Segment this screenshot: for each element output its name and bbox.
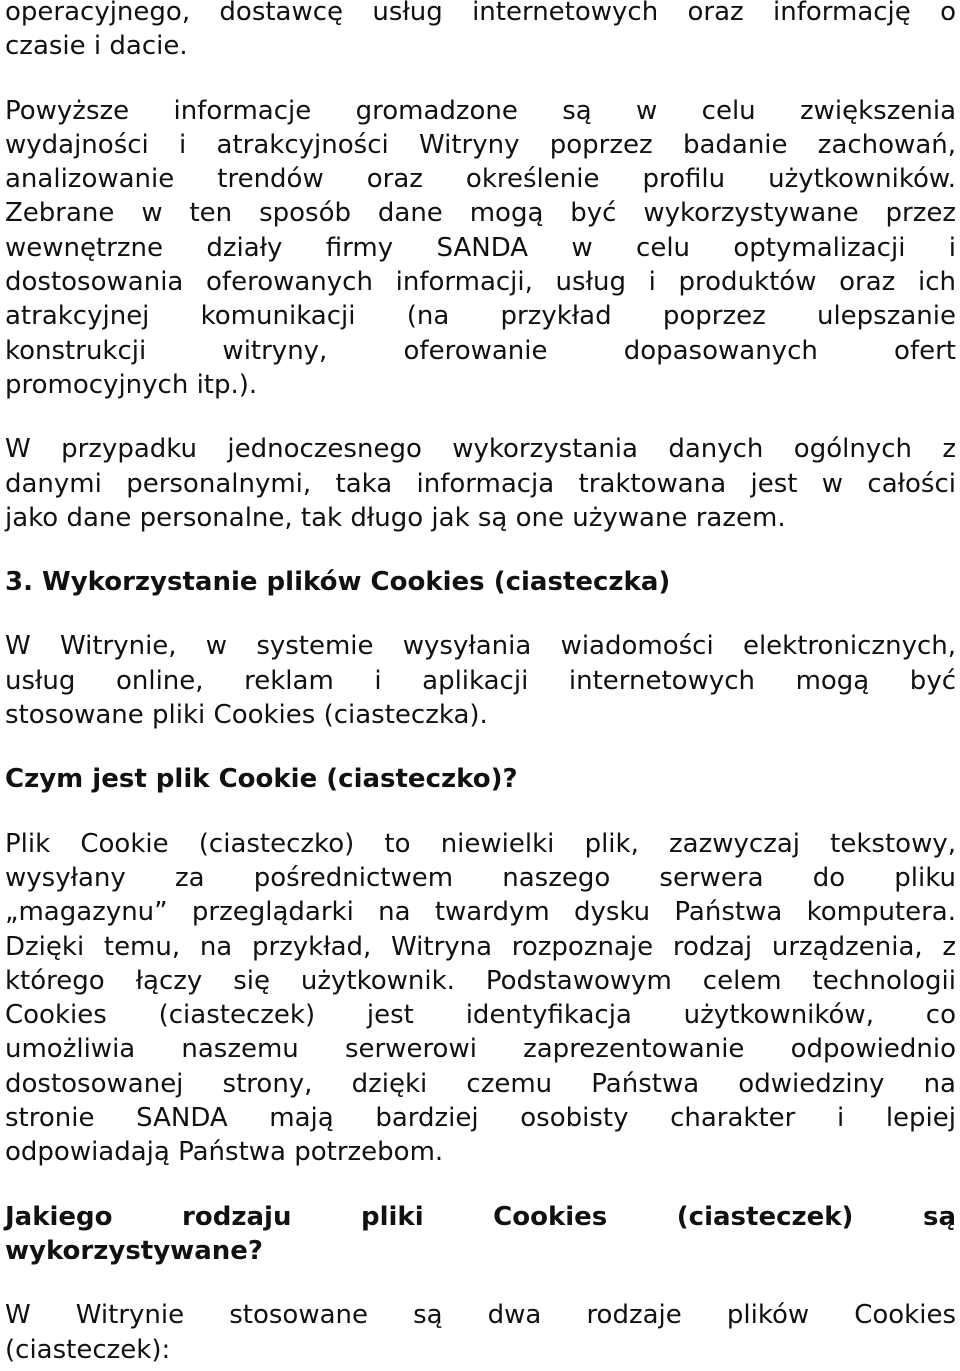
- paragraph-information-purpose: [5, 94, 956, 403]
- text-line: dostosowania oferowanych informacji, usług i produktów oraz ich: [5, 267, 956, 298]
- text-line: operacyjnego, dostawcę usług internetowych oraz informację o: [5, 0, 956, 27]
- text-line: Cookies (ciasteczek) jest identyfikacja użytkowników, co: [5, 1000, 956, 1031]
- text-line: odpowiadają Państwa potrzebom.: [5, 1137, 444, 1168]
- text-line: W przypadku jednoczesnego wykorzystania danych ogólnych z: [5, 434, 956, 465]
- text-line: Dzięki temu, na przykład, Witryna rozpoznaje rodzaj urządzenia, z: [5, 931, 956, 962]
- text-line: wydajności i atrakcyjności Witryny poprzez badanie zachowań,: [5, 129, 956, 160]
- text-line: (ciasteczek):: [5, 1334, 171, 1365]
- paragraph-combined-data: [5, 432, 956, 535]
- text-line: wewnętrzne działy firmy SANDA w celu optymalizacji i: [5, 232, 956, 263]
- text-line: promocyjnych itp.).: [5, 369, 258, 400]
- text-line: Powyższe informacje gromadzone są w celu zwiększenia: [5, 95, 956, 126]
- paragraph-spacer: [5, 64, 956, 94]
- paragraph-spacer: [5, 797, 956, 827]
- heading-line: Jakiego rodzaju pliki Cookies (ciasteczek) są: [5, 1201, 956, 1232]
- paragraph-intro-continuation: [5, 0, 956, 64]
- subheading-what-is-cookie: Czym jest plik Cookie (ciasteczko)?: [5, 764, 518, 795]
- text-line: Zebrane w ten sposób dane mogą być wykorzystywane przez: [5, 198, 956, 229]
- text-line: stronie SANDA mają bardziej osobisty charakter i lepiej: [5, 1103, 956, 1134]
- subheading-cookie-types: [5, 1200, 956, 1269]
- paragraph-spacer: [5, 1170, 956, 1200]
- text-line: atrakcyjnej komunikacji (na przykład poprzez ulepszanie: [5, 301, 956, 332]
- paragraph-spacer: [5, 599, 956, 629]
- text-line: analizowanie trendów oraz określenie profilu użytkowników.: [5, 164, 956, 195]
- text-line: „magazynu” przeglądarki na twardym dysku Państwa komputera.: [5, 897, 956, 928]
- paragraph-cookie-definition: [5, 827, 956, 1170]
- text-line: usług online, reklam i aplikacji internetowych mogą być: [5, 665, 956, 696]
- text-line: dostosowanej strony, dzięki czemu Państwa odwiedziny na: [5, 1068, 956, 1099]
- text-line: umożliwia naszemu serwerowi zaprezentowanie odpowiednio: [5, 1034, 956, 1065]
- section-heading-cookies: 3. Wykorzystanie plików Cookies (ciasteczka): [5, 567, 671, 598]
- paragraph-cookies-usage: [5, 629, 956, 732]
- text-line: W Witrynie, w systemie wysyłania wiadomości elektronicznych,: [5, 631, 956, 662]
- text-line: konstrukcji witryny, oferowanie dopasowanych ofert: [5, 335, 956, 366]
- text-line: którego łączy się użytkownik. Podstawowym celem technologii: [5, 965, 956, 996]
- paragraph-spacer: [5, 732, 956, 762]
- text-line: stosowane pliki Cookies (ciasteczka).: [5, 700, 488, 731]
- paragraph-two-cookie-types: [5, 1298, 956, 1367]
- paragraph-spacer: [5, 535, 956, 565]
- text-line: jako dane personalne, tak długo jak są one używane razem.: [5, 502, 786, 533]
- paragraph-spacer: [5, 402, 956, 432]
- text-line: Plik Cookie (ciasteczko) to niewielki plik, zazwyczaj tekstowy,: [5, 828, 956, 859]
- text-line: czasie i dacie.: [5, 31, 188, 62]
- text-line: danymi personalnymi, taka informacja traktowana jest w całości: [5, 468, 956, 499]
- paragraph-spacer: [5, 1268, 956, 1298]
- heading-line: wykorzystywane?: [5, 1235, 263, 1266]
- text-line: W Witrynie stosowane są dwa rodzaje plików Cookies: [5, 1300, 956, 1331]
- text-line: wysyłany za pośrednictwem naszego serwera do pliku: [5, 862, 956, 893]
